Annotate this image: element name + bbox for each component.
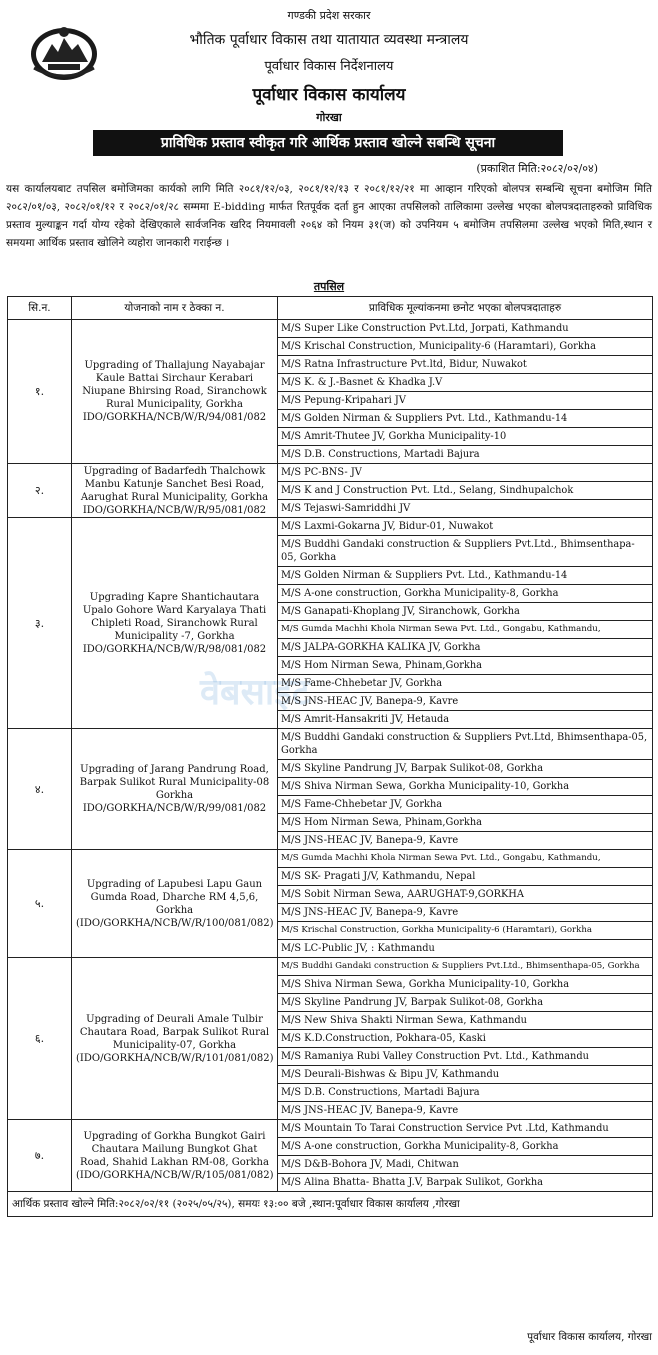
watermark: वेबसाइट: [200, 672, 311, 713]
directorate-line: पूर्वाधार विकास निर्देशनालय: [264, 59, 394, 74]
row-bidders: [278, 729, 653, 850]
bidder-item: M/S Tejaswi-Samriddhi JV: [281, 503, 411, 514]
bidder-item: M/S LC-Public JV, : Kathmandu: [281, 943, 435, 954]
bidder-item: M/S D.B. Constructions, Martadi Bajura: [281, 449, 480, 460]
row-bidders: [278, 464, 653, 518]
table-row: [8, 850, 653, 958]
bidder-item: M/S Krischal Construction, Municipality-6 (Haramtari), Gorkha: [278, 338, 652, 356]
bidder-item: M/S Ramaniya Rubi Valley Construction Pvt. Ltd., Kathmandu: [278, 1048, 652, 1066]
footnote-row: [8, 1192, 653, 1217]
bidder-item: M/S Super Like Construction Pvt.Ltd, Jorpati, Kathmandu: [278, 320, 652, 338]
bidder-item: M/S A-one construction, Gorkha Municipality-8, Gorkha: [278, 1138, 652, 1156]
row-bidders: [278, 850, 653, 958]
bidder-item: M/S SK- Pragati J/V, Kathmandu, Nepal: [278, 868, 652, 886]
bidder-item: M/S JNS-HEAC JV, Banepa-9, Kavre: [278, 693, 652, 711]
bidder-item: M/S Gumda Machhi Khola Nirman Sewa Pvt. Ltd., Gongabu, Kathmandu,: [278, 621, 652, 639]
bidder-item: M/S Buddhi Gandaki construction & Suppliers Pvt.Ltd., Bhimsenthapa-05, Gorkha: [278, 958, 652, 976]
row-sn: ३.: [8, 518, 72, 729]
bidder-item: M/S K.D.Construction, Pokhara-05, Kaski: [278, 1030, 652, 1048]
row-sn: १.: [8, 320, 72, 464]
bidder-item: M/S PC-BNS- JV: [278, 464, 652, 482]
bidder-item: M/S Amrit-Hansakriti JV, Hetauda: [281, 714, 450, 725]
bidder-item: M/S New Shiva Shakti Nirman Sewa, Kathmandu: [278, 1012, 652, 1030]
intro-paragraph: यस कार्यालयबाट तपसिल बमोजिमका कार्यको लागि मिति २०८१/१२/०३, २०८१/१२/१३ र २०८१/१२/२१ मा आव्हान गरिएको बोलपत्र सम्बन्धि सूचना बमोजिम मिति २०८२/०१/०३, २०८२/०१/१२ र २०८२/०१/२८ सम्ममा E-bidding मार्फत रितपूर्वक दर्ता हुन आएका तपसिलको तालिकामा उल्लेख भएका बोलपत्रदाताहरुको प्राविधिक प्रस्ताव मुल्याङ्कन गर्दा योग्य रहेको देखिएकाले सार्वजनिक खरिद नियमावली २०६४ को नियम ३१(ज) को उपनियम ५ बमोजिम तपसिलमा उल्लेख भएको मिति,स्थान र समयमा आर्थिक प्रस्ताव खोलिने व्यहोरा जानकारी गराईन्छ ।: [6, 183, 652, 249]
bidder-item: M/S Krischal Construction, Gorkha Municipality-6 (Haramtari), Gorkha: [278, 922, 652, 940]
bidder-item: M/S Buddhi Gandaki construction & Suppliers Pvt.Ltd., Bhimsenthapa-05, Gorkha: [278, 536, 652, 567]
row-sn: ५.: [8, 850, 72, 958]
row-bidders: [278, 958, 653, 1120]
financial-opening-note: आर्थिक प्रस्ताव खोल्ने मिति:२०८२/०२/११ (२०२५/०५/२५), समयः १३:०० बजे ,स्थान:पूर्वाधार विकास कार्यालय ,गोरखा: [8, 1192, 653, 1217]
row-bidders: [278, 1120, 653, 1192]
row-project: Upgrading of Lapubesi Lapu Gaun Gumda Road, Dharche RM 4,5,6, Gorkha (IDO/GORKHA/NCB/W/R/100/081/082): [72, 850, 278, 958]
bidder-item: M/S D.B. Constructions, Martadi Bajura: [278, 1084, 652, 1102]
office-location: गोरखा: [316, 111, 342, 124]
bidder-item: M/S Mountain To Tarai Construction Service Pvt .Ltd, Kathmandu: [278, 1120, 652, 1138]
bidder-item: M/S Amrit-Thutee JV, Gorkha Municipality-10: [278, 428, 652, 446]
table-row: [8, 1120, 653, 1192]
bidder-item: M/S Deurali-Bishwas & Bipu JV, Kathmandu: [278, 1066, 652, 1084]
bidder-item: M/S Skyline Pandrung JV, Barpak Sulikot-08, Gorkha: [278, 760, 652, 778]
province-government-line: गण्डकी प्रदेश सरकार: [287, 9, 371, 22]
bidder-item: M/S Golden Nirman & Suppliers Pvt. Ltd., Kathmandu-14: [278, 410, 652, 428]
table-row: [8, 729, 653, 850]
bidder-item: M/S Hom Nirman Sewa, Phinam,Gorkha: [278, 657, 652, 675]
notice-title: प्राविधिक प्रस्ताव स्वीकृत गरि आर्थिक प्रस्ताव खोल्ने सबन्धि सूचना: [93, 130, 563, 156]
bidder-item: M/S JNS-HEAC JV, Banepa-9, Kavre: [281, 835, 459, 846]
row-project: Upgrading Kapre Shantichautara Upalo Gohore Ward Karyalaya Thati Chipleti Road, Siranchowk Rural Municipality -7, Gorkha IDO/GORKHA/NCB/W/R/98/081/082: [72, 518, 278, 729]
bidder-item: M/S JNS-HEAC JV, Banepa-9, Kavre: [278, 904, 652, 922]
bidder-item: M/S Shiva Nirman Sewa, Gorkha Municipality-10, Gorkha: [278, 976, 652, 994]
bidder-item: M/S K and J Construction Pvt. Ltd., Selang, Sindhupalchok: [278, 482, 652, 500]
bidder-item: M/S D&B-Bohora JV, Madi, Chitwan: [278, 1156, 652, 1174]
row-bidders: [278, 320, 653, 464]
bidder-item: M/S Gumda Machhi Khola Nirman Sewa Pvt. Ltd., Gongabu, Kathmandu,: [278, 850, 652, 868]
office-name: पूर्वाधार विकास कार्यालय: [252, 85, 406, 105]
bidder-item: M/S Alina Bhatta- Bhatta J.V, Barpak Sulikot, Gorkha: [281, 1177, 543, 1188]
table-row: [8, 958, 653, 1120]
table-row: [8, 518, 653, 729]
bidder-item: M/S Hom Nirman Sewa, Phinam,Gorkha: [278, 814, 652, 832]
row-sn: २.: [8, 464, 72, 518]
bidder-item: M/S JNS-HEAC JV, Banepa-9, Kavre: [281, 1105, 459, 1116]
bidder-item: M/S Fame-Chhebetar JV, Gorkha: [278, 675, 652, 693]
header-sn: सि.न.: [8, 297, 72, 320]
row-sn: ६.: [8, 958, 72, 1120]
ministry-line: भौतिक पूर्वाधार विकास तथा यातायात व्यवस्था मन्त्रालय: [189, 32, 469, 48]
bidder-item: M/S Buddhi Gandaki construction & Suppliers Pvt.Ltd, Bhimsenthapa-05, Gorkha: [278, 729, 652, 760]
row-project: Upgrading of Deurali Amale Tulbir Chautara Road, Barpak Sulikot Rural Municipality-07, Gorkha (IDO/GORKHA/NCB/W/R/101/081/082): [72, 958, 278, 1120]
bidders-table: [7, 296, 653, 1217]
header-project: योजनाको नाम र ठेक्का न.: [72, 297, 278, 320]
bidder-item: M/S A-one construction, Gorkha Municipality-8, Gorkha: [278, 585, 652, 603]
bidder-item: M/S Skyline Pandrung JV, Barpak Sulikot-08, Gorkha: [278, 994, 652, 1012]
header-bidders: प्राविधिक मूल्यांकनमा छनोट भएका बोलपत्रदाताहरु: [278, 297, 653, 320]
row-sn: ४.: [8, 729, 72, 850]
bidder-item: M/S Shiva Nirman Sewa, Gorkha Municipality-10, Gorkha: [278, 778, 652, 796]
row-project: Upgrading of Jarang Pandrung Road, Barpak Sulikot Rural Municipality-08 Gorkha IDO/GORKHA/NCB/W/R/99/081/082: [72, 729, 278, 850]
bidder-item: M/S Laxmi-Gokarna JV, Bidur-01, Nuwakot: [278, 518, 652, 536]
bidder-item: M/S Ganapati-Khoplang JV, Siranchowk, Gorkha: [278, 603, 652, 621]
row-project: Upgrading of Gorkha Bungkot Gairi Chautara Mailung Bungkot Ghat Road, Shahid Lakhan RM-08, Gorkha (IDO/GORKHA/NCB/W/R/105/081/082): [72, 1120, 278, 1192]
row-sn: ७.: [8, 1120, 72, 1192]
published-date: (प्रकाशित मिति:२०८२/०२/०४): [476, 162, 598, 175]
bidder-item: M/S Golden Nirman & Suppliers Pvt. Ltd., Kathmandu-14: [278, 567, 652, 585]
bidder-item: M/S JALPA-GORKHA KALIKA JV, Gorkha: [278, 639, 652, 657]
signature-office: पूर्वाधार विकास कार्यालय, गोरखा: [527, 1331, 652, 1343]
table-row: [8, 320, 653, 464]
table-row: [8, 464, 653, 518]
bidder-item: M/S Sobit Nirman Sewa, AARUGHAT-9,GORKHA: [278, 886, 652, 904]
row-project: Upgrading of Thallajung Nayabajar Kaule Battai Sirchaur Kerabari Niupane Bhirsing Road, Siranchowk Rural Municipality, Gorkha IDO/GORKHA/NCB/W/R/94/081/082: [72, 320, 278, 464]
bidder-item: M/S K. & J.-Basnet & Khadka J.V: [278, 374, 652, 392]
schedule-label: तपसिल: [313, 280, 345, 293]
bidder-item: M/S Fame-Chhebetar JV, Gorkha: [278, 796, 652, 814]
bidder-item: M/S Pepung-Kripahari JV: [278, 392, 652, 410]
bidder-item: M/S Ratna Infrastructure Pvt.ltd, Bidur, Nuwakot: [278, 356, 652, 374]
row-project: Upgrading of Badarfedh Thalchowk Manbu Katunje Sanchet Besi Road, Aarughat Rural Municipality, Gorkha IDO/GORKHA/NCB/W/R/95/081/082: [72, 464, 278, 518]
table-header-row: [8, 297, 653, 320]
row-bidders: [278, 518, 653, 729]
